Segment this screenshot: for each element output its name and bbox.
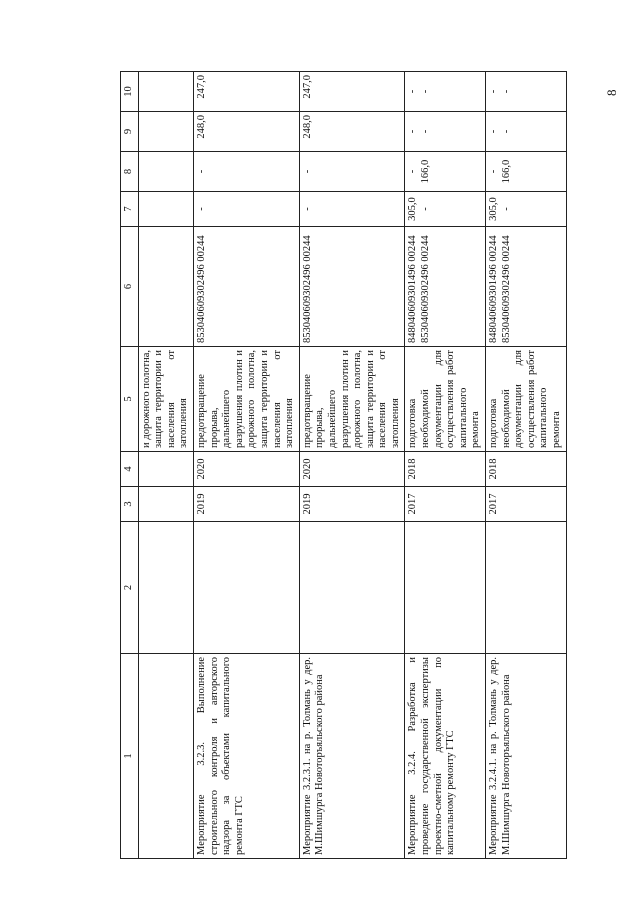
- cell-col-8: [405, 152, 486, 192]
- cell-start-year: 2019: [299, 487, 405, 522]
- page-number: 8: [604, 89, 619, 96]
- header-col-10: 10: [121, 72, 139, 112]
- cell-col-10: 247,0: [299, 72, 405, 112]
- cell-start-year: 2017: [405, 487, 486, 522]
- cell-col-2: [486, 522, 567, 654]
- header-col-5: 5: [121, 347, 139, 452]
- cell-col-8-line-1: -: [488, 169, 500, 174]
- cell-kbk-line-1: 848040609301496 00244: [407, 235, 419, 343]
- cell-measure: Мероприятие 3.2.3.1. на р. Толмань у дер. М.Шимшурга Новоторъяльского района: [299, 654, 405, 859]
- cell-col-8: -: [193, 152, 299, 192]
- cell-empty: [138, 152, 193, 192]
- cell-end-year: 2018: [486, 452, 567, 487]
- cell-col-7: -: [299, 192, 405, 227]
- cell-kbk: 853040609302496 00244: [299, 227, 405, 347]
- cell-col-7-line-2: -: [500, 207, 512, 211]
- cell-empty: [138, 654, 193, 859]
- cell-col-2: [405, 522, 486, 654]
- cell-col-10: [405, 72, 486, 112]
- cell-col-9-line-1: -: [407, 129, 419, 134]
- cell-col-10-line-1: -: [488, 89, 500, 94]
- cell-kbk-line-1: 848040609301496 00244: [488, 235, 500, 343]
- cell-col-9-line-2: -: [420, 129, 432, 134]
- program-table: [120, 71, 567, 859]
- cell-col-9: 248,0: [193, 112, 299, 152]
- cell-measure: Мероприятие 3.2.4. Разработка и проведение государственной экспертизы проектно-сметной документации по капитальному ремонту ГТС: [405, 654, 486, 859]
- header-col-1: 1: [121, 654, 139, 859]
- cell-empty: [138, 112, 193, 152]
- cell-measure: Мероприятие 3.2.4.1. на р. Толмань у дер. М.Шимшурга Новоторъяльского района: [486, 654, 567, 859]
- cell-col-8-line-2: 166,0: [420, 159, 432, 184]
- cell-end-year: 2018: [405, 452, 486, 487]
- table-row: [486, 72, 567, 859]
- cell-start-year: 2017: [486, 487, 567, 522]
- cell-col-10: 247,0: [193, 72, 299, 112]
- cell-col-2: [299, 522, 405, 654]
- cell-kbk-line-2: 853040609302496 00244: [500, 235, 512, 343]
- cell-col-8: [486, 152, 567, 192]
- cell-result: подготовка необходимой документации для осуществления работ капитального ремонта: [405, 347, 486, 452]
- cell-col-10-line-2: -: [420, 89, 432, 94]
- cell-result: предотвращение прорыва, дальнейшего разрушения плотин и дорожного полотна, защита территории и населения от затопления: [193, 347, 299, 452]
- cell-col-7: -: [193, 192, 299, 227]
- cell-col-7: [405, 192, 486, 227]
- cell-col-7-line-2: -: [420, 207, 432, 211]
- header-col-6: 6: [121, 227, 139, 347]
- cell-col-9: [486, 112, 567, 152]
- cell-empty: [138, 487, 193, 522]
- cell-empty: [138, 192, 193, 227]
- table-row: [299, 72, 405, 859]
- cell-col-9-line-1: -: [488, 129, 500, 134]
- cell-col-9: 248,0: [299, 112, 405, 152]
- cell-kbk: [486, 227, 567, 347]
- cell-col-9-line-2: -: [500, 129, 512, 134]
- cell-col-2: [193, 522, 299, 654]
- cell-col-7: [486, 192, 567, 227]
- cell-col-10-line-2: -: [500, 89, 512, 94]
- cell-end-year: 2020: [193, 452, 299, 487]
- cell-col-8-line-1: -: [407, 169, 419, 174]
- cell-measure: Мероприятие 3.2.3. Выполнение строительного контроля и авторского надзора за объектами капитального ремонта ГТС: [193, 654, 299, 859]
- cell-empty: [138, 522, 193, 654]
- cell-result: подготовка необходимой документации для осуществления работ капитального ремонта: [486, 347, 567, 452]
- table-row-continuation: [138, 72, 193, 859]
- table-row: [193, 72, 299, 859]
- table-row: [405, 72, 486, 859]
- header-col-9: 9: [121, 112, 139, 152]
- header-col-8: 8: [121, 152, 139, 192]
- cell-empty: [138, 72, 193, 112]
- cell-start-year: 2019: [193, 487, 299, 522]
- header-col-4: 4: [121, 452, 139, 487]
- cell-col-7-line-1: 305,0: [407, 197, 419, 221]
- cell-col-7-line-1: 305,0: [488, 197, 500, 221]
- cell-continuation-text: и дорожного полотна, защита территории и населения от затопления: [138, 347, 193, 452]
- cell-kbk-line-2: 853040609302496 00244: [420, 235, 432, 343]
- table-header-row: [121, 72, 139, 859]
- cell-col-9: [405, 112, 486, 152]
- header-col-2: 2: [121, 522, 139, 654]
- cell-col-10: [486, 72, 567, 112]
- header-col-3: 3: [121, 487, 139, 522]
- cell-kbk: [405, 227, 486, 347]
- cell-col-8-line-2: 166,0: [500, 159, 512, 184]
- cell-result: предотвращение прорыва, дальнейшего разрушения плотин и дорожного полотна, защита территории и населения от затопления: [299, 347, 405, 452]
- cell-empty: [138, 227, 193, 347]
- cell-empty: [138, 452, 193, 487]
- header-col-7: 7: [121, 192, 139, 227]
- cell-kbk: 853040609302496 00244: [193, 227, 299, 347]
- cell-col-8: -: [299, 152, 405, 192]
- cell-end-year: 2020: [299, 452, 405, 487]
- cell-col-10-line-1: -: [407, 89, 419, 94]
